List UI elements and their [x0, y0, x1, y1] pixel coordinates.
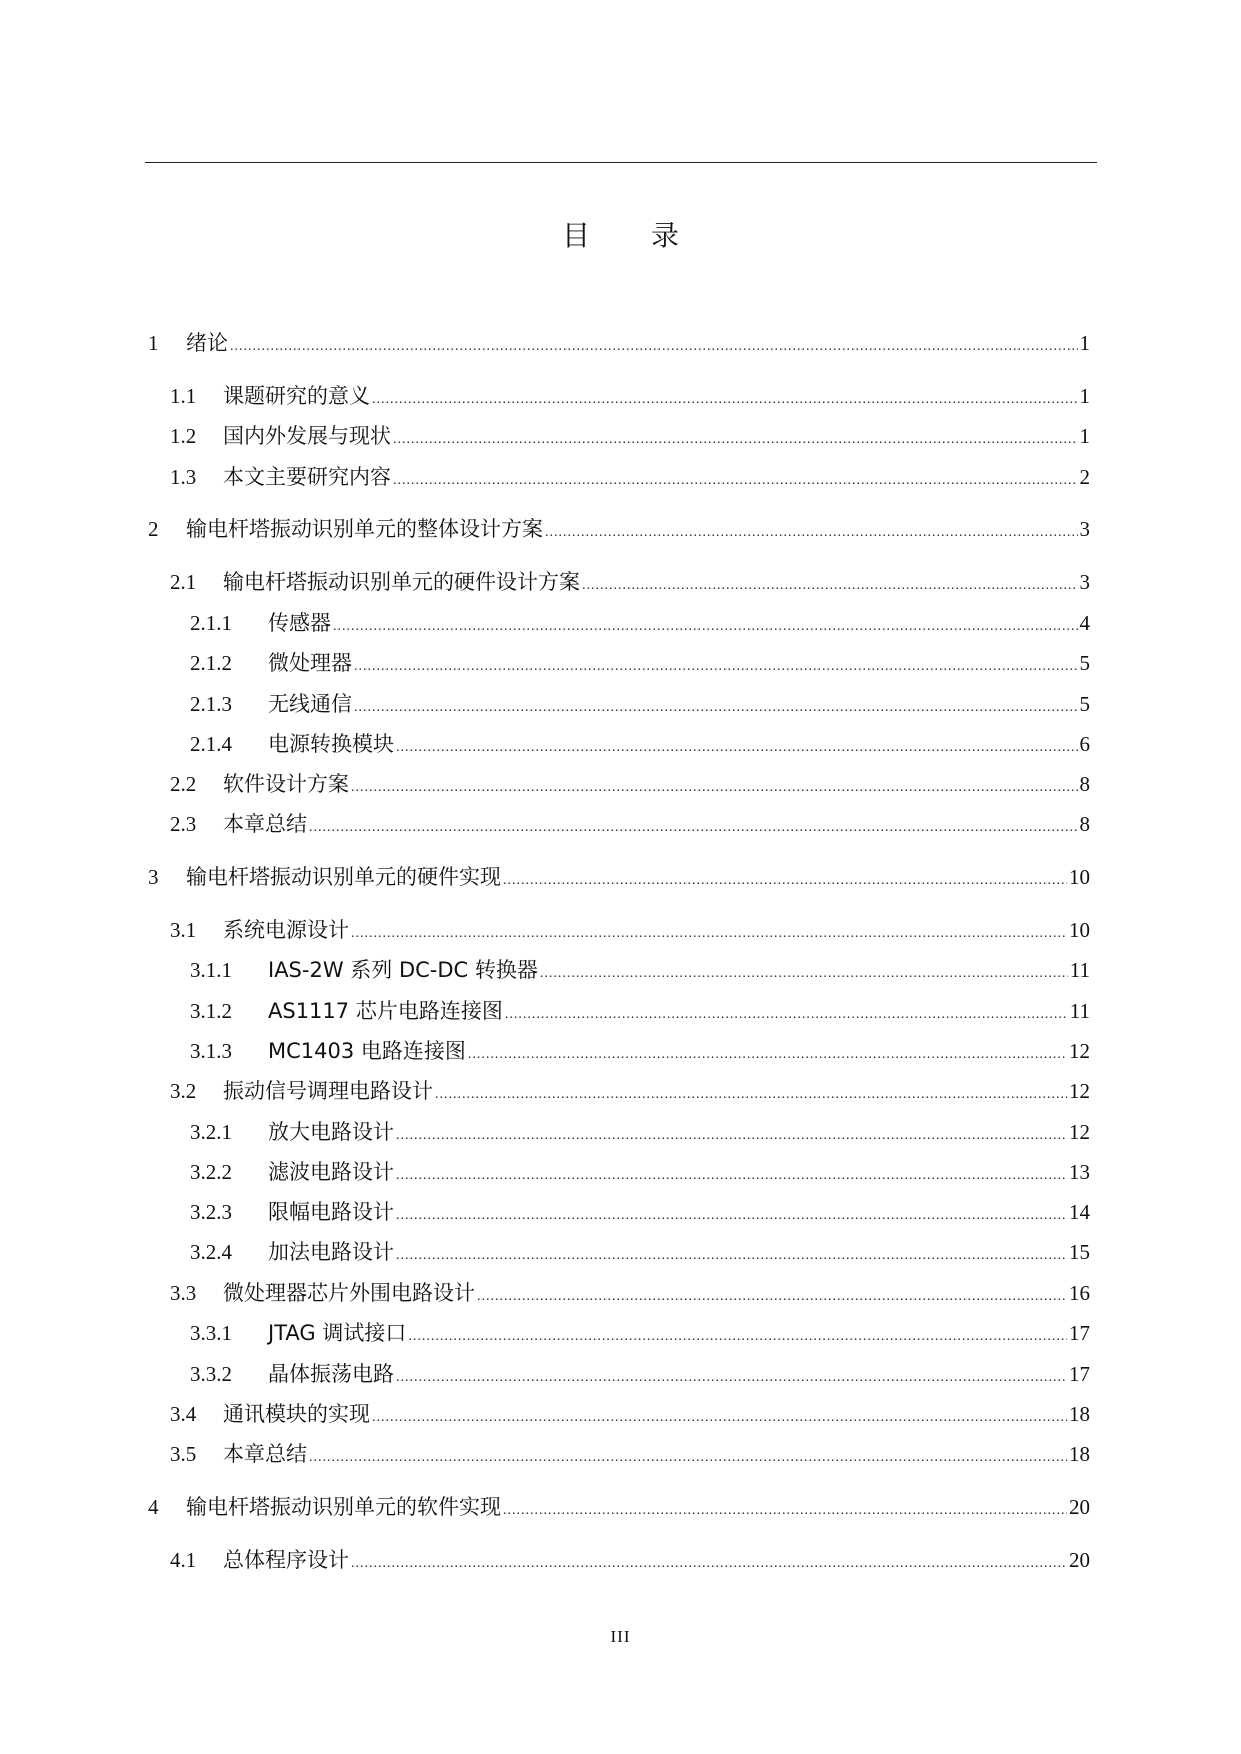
- toc-entry-number: 3.1.2: [190, 999, 232, 1023]
- toc-dot-leader: [477, 1281, 1067, 1313]
- toc-dot-leader: [372, 1402, 1067, 1434]
- toc-entry[interactable]: [145, 513, 1090, 545]
- toc-dot-leader: [393, 424, 1078, 456]
- toc-entry-label: 无线通信: [268, 692, 352, 716]
- toc-entry[interactable]: [145, 1035, 1090, 1067]
- toc-dot-leader: [396, 1200, 1067, 1232]
- toc-entry-label: 振动信号调理电路设计: [223, 1079, 433, 1103]
- toc-entry-page: 17: [1069, 1362, 1090, 1386]
- toc-dot-leader: [503, 1495, 1067, 1527]
- page-title: 目 录: [562, 219, 705, 252]
- toc-entry-page: 1: [1079, 384, 1090, 408]
- toc-entry-label: 加法电路设计: [268, 1240, 394, 1264]
- toc-entry-label: 输电杆塔振动识别单元的硬件实现: [186, 865, 501, 889]
- toc-dot-leader: [230, 331, 1078, 363]
- toc-entry-label: 滤波电路设计: [268, 1160, 394, 1184]
- toc-entry-number: 3.2.4: [190, 1240, 232, 1264]
- toc-entry-label: 总体程序设计: [223, 1548, 349, 1572]
- toc-entry-label: 晶体振荡电路: [268, 1362, 394, 1386]
- toc-entry-number: 3.2.3: [190, 1200, 232, 1224]
- toc-entry-page: 3: [1079, 570, 1090, 594]
- toc-dot-leader: [396, 1362, 1067, 1394]
- toc-entry-number: 3.1.3: [190, 1039, 232, 1063]
- toc-entry-number: 3.3.1: [190, 1321, 232, 1345]
- toc-entry-page: 20: [1069, 1495, 1090, 1519]
- toc-entry-number: 3.3.2: [190, 1362, 232, 1386]
- toc-entry-label: 输电杆塔振动识别单元的软件实现: [186, 1495, 501, 1519]
- toc-entry[interactable]: [145, 995, 1090, 1027]
- toc-entry-page: 5: [1079, 692, 1090, 716]
- toc-dot-leader: [540, 958, 1068, 990]
- toc-entry[interactable]: [145, 647, 1090, 679]
- toc-entry[interactable]: [145, 1491, 1090, 1523]
- toc-entry[interactable]: [145, 566, 1090, 598]
- toc-entry-page: 18: [1069, 1442, 1090, 1466]
- toc-dot-leader: [372, 384, 1078, 416]
- toc-entry-label: 本章总结: [223, 812, 307, 836]
- toc-dot-leader: [354, 692, 1078, 724]
- toc-entry-label: AS1117 芯片电路连接图: [268, 999, 503, 1023]
- toc-entry-number: 3.1: [170, 918, 197, 942]
- toc-dot-leader: [435, 1079, 1067, 1111]
- toc-entry-label: 微处理器: [268, 651, 352, 675]
- toc-dot-leader: [503, 865, 1067, 897]
- toc-entry[interactable]: [145, 1075, 1090, 1107]
- toc-entry-page: 12: [1069, 1039, 1090, 1063]
- toc-dot-leader: [582, 570, 1078, 602]
- toc-dot-leader: [354, 651, 1078, 683]
- toc-entry-number: 3.4: [170, 1402, 197, 1426]
- toc-entry-page: 20: [1069, 1548, 1090, 1572]
- toc-entry-number: 1.1: [170, 384, 197, 408]
- toc-dot-leader: [408, 1321, 1067, 1353]
- toc-entry[interactable]: [145, 327, 1090, 359]
- toc-entry-number: 3.3: [170, 1281, 197, 1305]
- toc-entry-label: 系统电源设计: [223, 918, 349, 942]
- toc-entry-number: 2.1: [170, 570, 197, 594]
- toc-entry[interactable]: [145, 1116, 1090, 1148]
- toc-dot-leader: [351, 1548, 1067, 1580]
- toc-entry-label: 输电杆塔振动识别单元的整体设计方案: [186, 517, 543, 541]
- toc-entry-page: 10: [1069, 865, 1090, 889]
- toc-entry-number: 2.3: [170, 812, 197, 836]
- toc-entry-number: 1: [148, 331, 159, 355]
- toc-dot-leader: [396, 1240, 1067, 1272]
- toc-entry-page: 8: [1079, 812, 1090, 836]
- toc-dot-leader: [396, 1160, 1067, 1192]
- toc-entry-label: 通讯模块的实现: [223, 1402, 370, 1426]
- toc-entry-label: MC1403 电路连接图: [268, 1039, 466, 1063]
- toc-entry-number: 4: [148, 1495, 159, 1519]
- toc-entry-page: 17: [1069, 1321, 1090, 1345]
- toc-entry[interactable]: [145, 1236, 1090, 1268]
- toc-dot-leader: [351, 918, 1067, 950]
- toc-entry-label: 限幅电路设计: [268, 1200, 394, 1224]
- toc-entry-page: 3: [1079, 517, 1090, 541]
- toc-entry[interactable]: [145, 728, 1090, 760]
- toc-dot-leader: [333, 611, 1078, 643]
- toc-entry-number: 4.1: [170, 1548, 197, 1572]
- toc-entry[interactable]: [145, 607, 1090, 639]
- toc-entry-label: 本章总结: [223, 1442, 307, 1466]
- toc-entry-number: 3.2.2: [190, 1160, 232, 1184]
- toc-entry[interactable]: [145, 1156, 1090, 1188]
- toc-dot-leader: [396, 732, 1078, 764]
- page-number: III: [610, 1627, 631, 1646]
- toc-dot-leader: [468, 1039, 1067, 1071]
- toc-entry-page: 8: [1079, 772, 1090, 796]
- toc-entry[interactable]: [145, 808, 1090, 840]
- toc-entry-label: JTAG 调试接口: [268, 1321, 407, 1345]
- toc-entry[interactable]: [145, 380, 1090, 412]
- toc-entry-label: 传感器: [268, 611, 331, 635]
- toc-entry-page: 14: [1069, 1200, 1090, 1224]
- toc-entry-page: 12: [1069, 1079, 1090, 1103]
- toc-dot-leader: [505, 999, 1068, 1031]
- toc-entry-number: 3.2.1: [190, 1120, 232, 1144]
- toc-entry[interactable]: [145, 1438, 1090, 1470]
- toc-entry-number: 3.5: [170, 1442, 197, 1466]
- toc-entry-label: IAS-2W 系列 DC-DC 转换器: [268, 958, 538, 982]
- toc-dot-leader: [393, 465, 1078, 497]
- toc-entry[interactable]: [145, 914, 1090, 946]
- toc-entry[interactable]: [145, 861, 1090, 893]
- toc-entry[interactable]: [145, 461, 1090, 493]
- toc-dot-leader: [545, 517, 1078, 549]
- toc-entry-page: 13: [1069, 1160, 1090, 1184]
- toc-entry-number: 3.1.1: [190, 958, 232, 982]
- toc-dot-leader: [309, 812, 1078, 844]
- toc-entry[interactable]: [145, 420, 1090, 452]
- toc-entry-page: 4: [1079, 611, 1090, 635]
- toc-entry[interactable]: [145, 1317, 1090, 1349]
- toc-entry[interactable]: [145, 768, 1090, 800]
- toc-entry-page: 12: [1069, 1120, 1090, 1144]
- header-rule: [145, 162, 1097, 163]
- toc-entry-label: 微处理器芯片外围电路设计: [223, 1281, 475, 1305]
- toc-entry-page: 18: [1069, 1402, 1090, 1426]
- toc-entry-page: 1: [1079, 424, 1090, 448]
- toc-dot-leader: [351, 772, 1078, 804]
- toc-entry[interactable]: [145, 1544, 1090, 1576]
- toc-entry-number: 2.2: [170, 772, 197, 796]
- toc-entry-page: 6: [1079, 732, 1090, 756]
- toc-entry-number: 2.1.4: [190, 732, 232, 756]
- toc-entry-number: 2: [148, 517, 159, 541]
- toc-entry-page: 15: [1069, 1240, 1090, 1264]
- toc-entry-number: 1.3: [170, 465, 197, 489]
- toc-entry[interactable]: [145, 954, 1090, 986]
- toc-entry-number: 1.2: [170, 424, 197, 448]
- toc-dot-leader: [396, 1120, 1067, 1152]
- toc-entry[interactable]: [145, 1358, 1090, 1390]
- toc-entry-label: 输电杆塔振动识别单元的硬件设计方案: [223, 570, 580, 594]
- toc-entry-label: 软件设计方案: [223, 772, 349, 796]
- toc-entry-label: 绪论: [186, 331, 228, 355]
- toc-entry-page: 1: [1079, 331, 1090, 355]
- toc-entry-number: 2.1.3: [190, 692, 232, 716]
- toc-entry-number: 2.1.2: [190, 651, 232, 675]
- toc-entry[interactable]: [145, 1196, 1090, 1228]
- toc-entry-number: 3: [148, 865, 159, 889]
- toc-entry-label: 国内外发展与现状: [223, 424, 391, 448]
- toc-entry-page: 5: [1079, 651, 1090, 675]
- toc-entry-number: 2.1.1: [190, 611, 232, 635]
- toc-entry-page: 2: [1079, 465, 1090, 489]
- toc-entry-label: 课题研究的意义: [223, 384, 370, 408]
- toc-dot-leader: [309, 1442, 1067, 1474]
- toc-entry-page: 10: [1069, 918, 1090, 942]
- toc-entry-page: 11: [1069, 999, 1090, 1023]
- toc-entry-page: 16: [1069, 1281, 1090, 1305]
- toc-entry-page: 11: [1069, 958, 1090, 982]
- toc-entry[interactable]: [145, 688, 1090, 720]
- toc-entry[interactable]: [145, 1277, 1090, 1309]
- toc-entry-label: 电源转换模块: [268, 732, 394, 756]
- toc-entry[interactable]: [145, 1398, 1090, 1430]
- toc-entry-number: 3.2: [170, 1079, 197, 1103]
- toc-entry-label: 本文主要研究内容: [223, 465, 391, 489]
- toc-entry-label: 放大电路设计: [268, 1120, 394, 1144]
